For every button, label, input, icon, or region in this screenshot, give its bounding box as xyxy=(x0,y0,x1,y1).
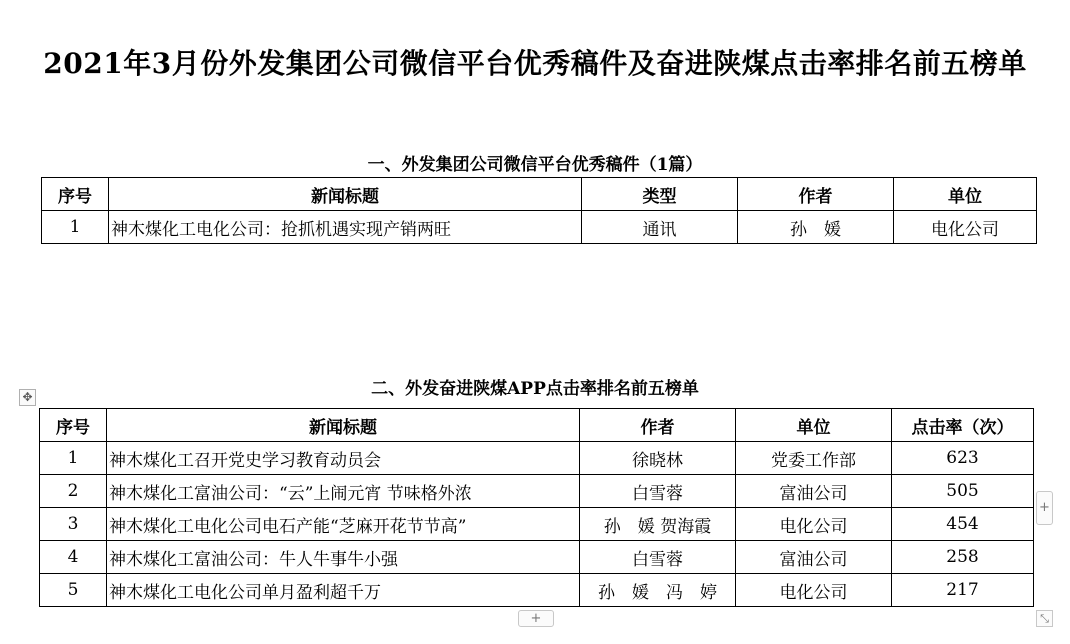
header-cell: 作者 xyxy=(738,178,894,211)
unit-cell: 电化公司 xyxy=(894,211,1037,244)
add-column-button[interactable] xyxy=(1036,491,1053,525)
unit-cell: 电化公司 xyxy=(736,508,892,541)
row-index: 3 xyxy=(40,508,107,541)
section1-heading: 一、外发集团公司微信平台优秀稿件（1篇） xyxy=(367,155,703,175)
add-row-button[interactable] xyxy=(518,610,554,627)
resize-icon[interactable]: ⤡ xyxy=(1036,610,1053,627)
plus-icon: + xyxy=(1039,500,1050,515)
table-row xyxy=(40,442,1034,475)
header-cell: 单位 xyxy=(736,409,892,442)
header-cell: 新闻标题 xyxy=(107,409,580,442)
table-row xyxy=(40,475,1034,508)
author-cell: 孙 媛 冯 婷 xyxy=(580,574,736,607)
click-count-cell: 623 xyxy=(892,442,1034,475)
news-title-cell: 神木煤化工电化公司电石产能“芝麻开花节节高” xyxy=(107,508,580,541)
row-index: 2 xyxy=(40,475,107,508)
unit-cell: 富油公司 xyxy=(736,475,892,508)
table-row xyxy=(40,508,1034,541)
type-cell: 通讯 xyxy=(582,211,738,244)
table-row xyxy=(40,574,1034,607)
click-count-cell: 258 xyxy=(892,541,1034,574)
header-cell: 类型 xyxy=(582,178,738,211)
news-title-cell: 神木煤化工富油公司：“云”上闹元宵 节味格外浓 xyxy=(107,475,580,508)
table-row xyxy=(40,541,1034,574)
move-icon[interactable]: ✥ xyxy=(19,389,36,406)
news-title-cell: 神木煤化工电化公司单月盈利超千万 xyxy=(107,574,580,607)
click-count-cell: 217 xyxy=(892,574,1034,607)
click-count-cell: 505 xyxy=(892,475,1034,508)
row-index: 1 xyxy=(42,211,109,244)
header-cell: 新闻标题 xyxy=(109,178,582,211)
unit-cell: 党委工作部 xyxy=(736,442,892,475)
header-cell: 序号 xyxy=(42,178,109,211)
header-cell: 序号 xyxy=(40,409,107,442)
news-title-cell: 神木煤化工富油公司：牛人牛事牛小强 xyxy=(107,541,580,574)
click-count-cell: 454 xyxy=(892,508,1034,541)
table-header-row xyxy=(42,178,1037,211)
author-cell: 孙 媛 xyxy=(738,211,894,244)
document-title: 2021年3月份外发集团公司微信平台优秀稿件及奋进陕煤点击率排名前五榜单 xyxy=(43,47,1027,80)
excellent-articles-table xyxy=(41,177,1037,244)
author-cell: 白雪蓉 xyxy=(580,475,736,508)
row-index: 4 xyxy=(40,541,107,574)
unit-cell: 电化公司 xyxy=(736,574,892,607)
header-cell: 作者 xyxy=(580,409,736,442)
news-title-cell: 神木煤化工电化公司：抢抓机遇实现产销两旺 xyxy=(109,211,582,244)
section2-heading: 二、外发奋进陕煤APP点击率排名前五榜单 xyxy=(371,379,699,399)
author-cell: 徐晓林 xyxy=(580,442,736,475)
news-title-cell: 神木煤化工召开党史学习教育动员会 xyxy=(107,442,580,475)
header-cell: 点击率（次） xyxy=(892,409,1034,442)
header-cell: 单位 xyxy=(894,178,1037,211)
author-cell: 孙 媛 贺海霞 xyxy=(580,508,736,541)
plus-icon: + xyxy=(530,611,542,626)
unit-cell: 富油公司 xyxy=(736,541,892,574)
row-index: 5 xyxy=(40,574,107,607)
author-cell: 白雪蓉 xyxy=(580,541,736,574)
click-rate-ranking-table xyxy=(39,408,1034,607)
row-index: 1 xyxy=(40,442,107,475)
table-header-row xyxy=(40,409,1034,442)
table-row xyxy=(42,211,1037,244)
